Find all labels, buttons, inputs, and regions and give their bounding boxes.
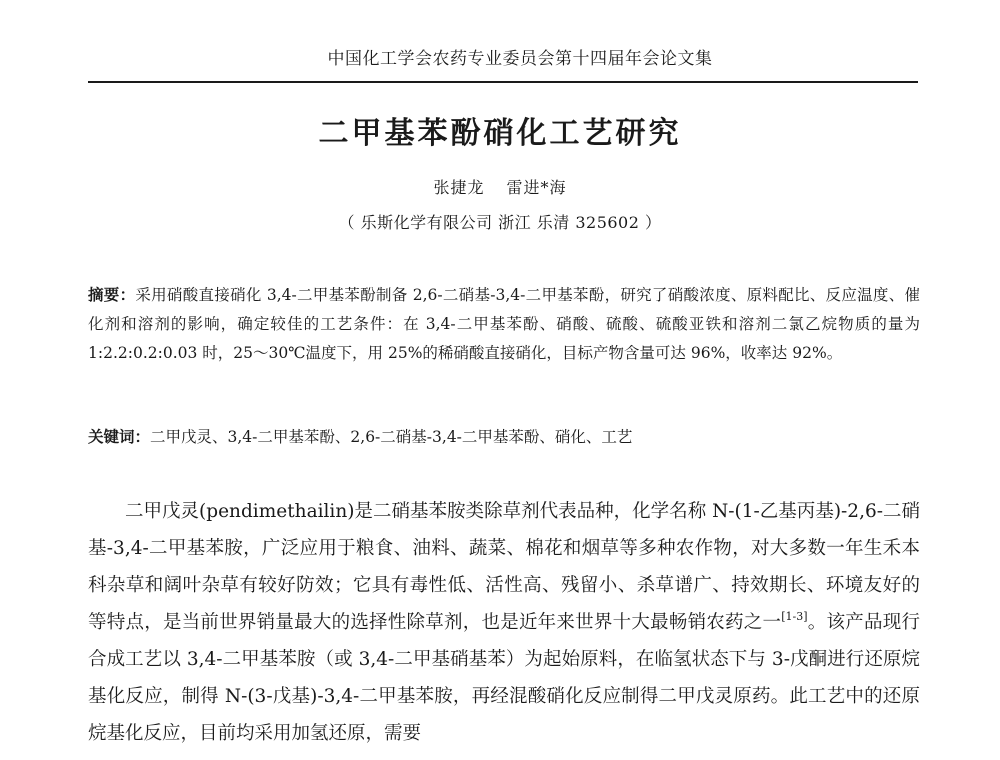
- abstract-label: 摘要：: [88, 286, 136, 304]
- author-name: 雷进*海: [506, 178, 567, 197]
- header-rule: [88, 81, 918, 83]
- keywords-label: 关键词：: [88, 428, 151, 446]
- body-paragraph: [88, 493, 920, 752]
- body-text-part1: 二甲戊灵(pendimethailin)是二硝基苯胺类除草剂代表品种，化学名称 N-(1-乙基丙基)-2,6-二硝基-3,4-二甲基苯胺，广泛应用于粮食、油料、蔬菜、棉花和烟草等多种农作物，对大多数一年生禾本科杂草和阔叶杂草有较好防效；它具有毒性低、活性高、残留小、杀草谱广、持效期长、环境友好的等特点，是当前世界销量最大的选择性除草剂，也是近年来世界十大最畅销农药之一: [88, 501, 920, 633]
- running-header: 中国化工学会农药专业委员会第十四届年会论文集: [327, 49, 713, 69]
- citation: [1-3]: [781, 610, 808, 623]
- author-name: 张捷龙: [433, 178, 485, 197]
- affiliation: （ 乐斯化学有限公司 浙江 乐清 325602 ）: [338, 213, 662, 232]
- body-text-part2: 。该产品现行合成工艺以 3,4-二甲基苯胺（或 3,4-二甲基硝基苯）为起始原料，在临氢状态下与 3-戊酮进行还原烷基化反应，制得 N-(3-戊基)-3,4-二甲基苯胺，再经混酸硝化反应制得二甲戊灵原药。此工艺中的还原烷基化反应，目前均采用加氢还原，需要: [88, 612, 920, 744]
- abstract-text: 采用硝酸直接硝化 3,4-二甲基苯酚制备 2,6-二硝基-3,4-二甲基苯酚，研究了硝酸浓度、原料配比、反应温度、催化剂和溶剂的影响，确定较佳的工艺条件：在 3,4-二甲基苯酚、硝酸、硫酸、硫酸亚铁和溶剂二氯乙烷物质的量为 1:2.2:0.2:0.03 时，25～30℃温度下，用 25%的稀硝酸直接硝化，目标产物含量可达 96%，收率达 92%。: [88, 286, 920, 362]
- keywords-text: 二甲戊灵、3,4-二甲基苯酚、2,6-二硝基-3,4-二甲基苯酚、硝化、工艺: [150, 428, 633, 446]
- abstract: [88, 281, 920, 368]
- keywords: [88, 424, 920, 450]
- author-line: [0, 175, 1000, 198]
- paper-title: 二甲基苯酚硝化工艺研究: [318, 116, 682, 151]
